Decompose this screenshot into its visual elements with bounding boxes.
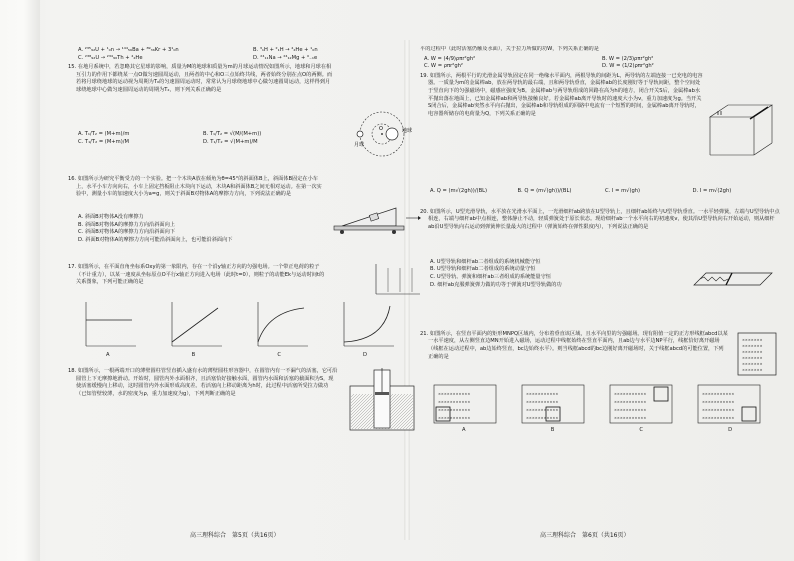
coordinate-field-figure [368,262,424,298]
svg-text:×××××××: ××××××× [742,349,763,354]
q15-option-c: C. T₁/T₂ = (M+m)/M [78,138,129,145]
svg-text:×××××××××××: ××××××××××× [702,415,735,420]
question-15: 15. 在地月系统中，若忽略其它星球的影响，质量为M的地球和质量为m的月球运动情况如图所示，地球和月球在相互引力的作用下都绕某一点O做匀速圆周运动，且两者的中心和O三点始终共线，两者始终分别在点O的两侧。而若将月球绕地球的运动视为周期为T₀的匀速圆周运动时，常常认为月球绕地球中心做匀速圆周运动，这样得到月球绕地球中心做匀速圆周运动的周期为T₂，则下列关系正确的是 [68,64,333,93]
q21-figure-b [522,385,584,423]
left-page-footer: 高三理科综合 第5页（共16页） [190,532,280,539]
scan-edge [0,0,40,561]
q18-option-c: C. W = ρπr²gh² [424,63,463,70]
q19-option-d: D. I = m√(2gh) [692,187,732,194]
q17-label-c: C [277,352,281,359]
q16-option-d: D. 斜面B对物体A的摩擦力方向可能沿斜面向上，也可能沿斜面向下 [78,236,233,243]
q21-figure-a [434,385,496,423]
q17-label-b: B [191,352,196,359]
q21-label-a: A [462,426,466,433]
svg-text:×××××××: ××××××× [742,355,763,360]
q21-option-figures [426,383,776,437]
right-page-footer: 高三理科综合 第6页（共16页） [540,532,630,539]
svg-text:×××××××××××: ××××××××××× [702,399,735,404]
svg-text:×××××××: ××××××× [742,343,763,348]
q15-option-d: D. T₁/T₂ = √(M+m)/M [203,138,258,145]
q17-graph-d [344,302,394,346]
svg-text:×××××××××××: ××××××××××× [526,391,559,396]
svg-text:×××××××××××: ××××××××××× [438,407,471,412]
u-rail-spring-figure [690,267,776,297]
q20-option-b: B. U型导轨和细杆ab二者组成的系统动量守恒 [430,266,536,273]
svg-text:×××××××××××: ××××××××××× [438,399,471,404]
q21-label-b: B [550,426,555,433]
svg-text:×××××××××××: ××××××××××× [526,399,559,404]
svg-text:×××××××××××: ××××××××××× [614,407,647,412]
q15-option-a: A. T₁/T₂ = (M+m)/m [78,131,130,138]
question-19: 19. 如图所示，两根平行的光滑金属导轨固定在同一绝缘水平面内，两根导轨的间距为L，两导轨的左端连接一已充电的电容器。一质量为m的金属棒ab，放在两导轨的最右端，且和两导轨垂直，金属棒ab的长度刚好等于导轨间距，整个空间处于竖直向下的匀强磁场中，磁感应强度为B。金属棒ab与两导轨组成的回路在高为h的地方，闭合开关S后，金属棒ab水平抛出落在地面上，已知金属棒ab和两导轨接触良好。若金属棒ab离开导轨时的速度大小为v，重力加速度为g。当开关S闭合后，金属棒ab突然水平向右抛出，金属棒ab和导轨组成的回路中电流有一个短暂的时间，金属棒ab离开导轨时，电容器所储存的电荷量为Q，下列关系正确的是 [420,72,703,117]
q17-label-d: D [363,352,368,359]
svg-text:×××××××××××: ××××××××××× [702,391,735,396]
q17-label-a: A [106,352,110,359]
q14-option-c: C. ²³⁸₉₂U → ²³⁴₉₀Th + ⁴₂He [78,54,143,61]
svg-text:×××××××××××: ××××××××××× [526,407,559,412]
q14-options [68,47,428,62]
q16-option-a: A. 斜面B对物体A没有摩擦力 [78,214,144,221]
q21-figure-set [426,383,776,429]
q16-options [78,214,418,244]
svg-text:×××××××××××: ××××××××××× [614,391,647,396]
q16-option-b: B. 斜面B对物体A的摩擦力方向沿斜面向上 [78,221,175,228]
svg-text:×××××××××××: ××××××××××× [438,391,471,396]
q14-option-a: A. ²³⁵₉₂U + ¹₀n → ¹⁴⁴₅₆Ba + ⁸⁹₃₆Kr + 3¹₀n [78,47,179,53]
q19-option-a: A. Q = (m√(2gh))/(BL) [430,187,488,194]
q19-option-b: B. Q = (m√(gh))/(BL) [517,187,572,194]
q17-graphs [78,298,418,362]
moon-label: 月球 [354,142,365,149]
q18-options [420,56,780,71]
q21-label-c: C [639,426,644,433]
q20-options [430,259,680,289]
question-17: 17. 如图所示，在平面直角坐标系Oxy的第一象限内，存在一个沿y轴正方向的匀强电场。一个带正电荷的粒子（不计重力），以某一速度从坐标原点O平行x轴正方向进入电场（此时t=0），则粒子的动能Ek与运动时间t的关系图象，下列可能正确的是 [68,264,325,286]
q17-graph-a [86,302,136,346]
right-page [420,46,780,526]
left-page [68,46,428,526]
magnetic-region-figure [736,331,778,377]
svg-text:×××××××××××: ××××××××××× [702,407,735,412]
question-21: 21. 如图所示，在竖直平面内的矩形MNPQ区域内，分布着垂直该区域，且水平向里的匀强磁场。现有阻值一定的正方形线框abcd以某一水平速度，从左侧竖直边MN开始进入磁场，运动过程中线框始终在竖直平面内，且ab边与水平边NP平行，线框恰好离开磁场（线框在运动过程中，ab边始终竖直，bc边始终水平）。则当线框abcd的bc边刚好离开磁场时，关于线框abcd的可能位置，下列正确的是 [420,330,728,360]
q14-option-b: B. ³₁H + ²₁H → ⁴₂He + ¹₀n [253,47,318,53]
q21-figure-c [610,385,672,423]
earth-moon-figure [336,102,424,166]
q20-option-d: D. 细杆ab克服弹簧弹力做的功等于弹簧对U型导轨做的功 [430,281,562,288]
q19-option-c: C. I = m√(gh) [605,187,641,194]
q14-option-d: D. ²⁴₁₁Na → ²⁴₁₂Mg + ⁰₋₁e [253,54,318,61]
q16-option-c: C. 斜面B对物体A的摩擦力方向沿斜面向下 [78,229,176,236]
question-18-continued: 平的过程中（此时活塞仍触及水面），关于拉力所做的功W，下列关系正确的是 [420,46,599,52]
svg-text:×××××××: ××××××× [742,367,763,372]
q15-option-b: B. T₁/T₂ = √(M/(M+m)) [203,131,262,138]
earth-label: 地球 [402,128,413,135]
q17-graph-c [258,302,308,346]
q20-option-c: C. U型导轨、弹簧和细杆ab三者组成的系统能量守恒 [430,273,551,280]
q21-figure-d [698,385,760,423]
question-20: 20. 如图所示，U型光滑导轨，水平放在光滑水平面上，一光滑细杆ab跨放在U型导轨上，且细杆ab始终与U型导轨垂直。一水平轻弹簧，左端与U型导轨中点相连，右端与细杆ab中点相连，整体静止不动，轻质弹簧处于原长状态。现给细杆ab一个水平向右的初速度v，使其沿U型导轨向右开始运动，则从细杆ab沿U型导轨向右运动到弹簧伸长量最大的过程中（弹簧始终在弹性限度内），下列说法正确的是 [420,208,780,230]
q18-option-d: D. W = (1/2)ρπr²gh² [602,63,654,70]
q17-graph-b [172,302,222,346]
svg-text:×××××××××××: ××××××××××× [526,415,559,420]
svg-text:×××××××: ××××××× [742,337,763,342]
question-18: 18. 如图所示，一根两端开口的薄壁圆柱管竖直插入盛有水的薄壁圆柱形容器中，在圆管内有一不漏气的活塞，它可沿圆管上下无摩擦地滑动。开始时，圆管内外水面相齐，且活塞恰好接触水面，圆管内水面和活塞的截面积为S，现使活塞缓慢向上移动，这时圆管内外水面形成高度差。若活塞向上移动距离为h时，此过程中活塞所受拉力做功（已知管壁较薄，水的密度为ρ，重力加速度为g），下列判断正确的是 [68,368,338,397]
piston-tube-figure [344,368,420,432]
q21-label-d: D [728,426,733,433]
question-16: 16. 如图所示为研究平衡受力的一个实验。把一个木块A放在倾角为θ=45°的斜面体B上，斜面体B固定在小车上，水平小车方向向右，小车上固定挡板阻止木块向下运动，木块A和斜面体B之间无相对运动。在第一次实验中，测量小车的加速度大小为a=g，则关于斜面B对物体A的摩擦力方向，下列说法正确的是 [68,176,322,198]
center-o-label: O [379,126,383,133]
q18-option-a: A. W = (4/9)ρπr²gh² [424,55,476,62]
svg-text:×××××××××××: ××××××××××× [614,399,647,404]
q19-options [420,188,780,196]
svg-text:×××××××××××: ××××××××××× [614,415,647,420]
rail-capacitor-figure [704,97,778,161]
q20-option-a: A. U型导轨和细杆ab二者组成的系统机械能守恒 [430,258,541,265]
svg-text:×××××××××××: ××××××××××× [438,415,471,420]
q15-options [68,131,328,146]
q18-option-b: B. W = (2/3)ρπr²gh² [602,55,654,62]
svg-text:×××××××: ××××××× [742,361,763,366]
